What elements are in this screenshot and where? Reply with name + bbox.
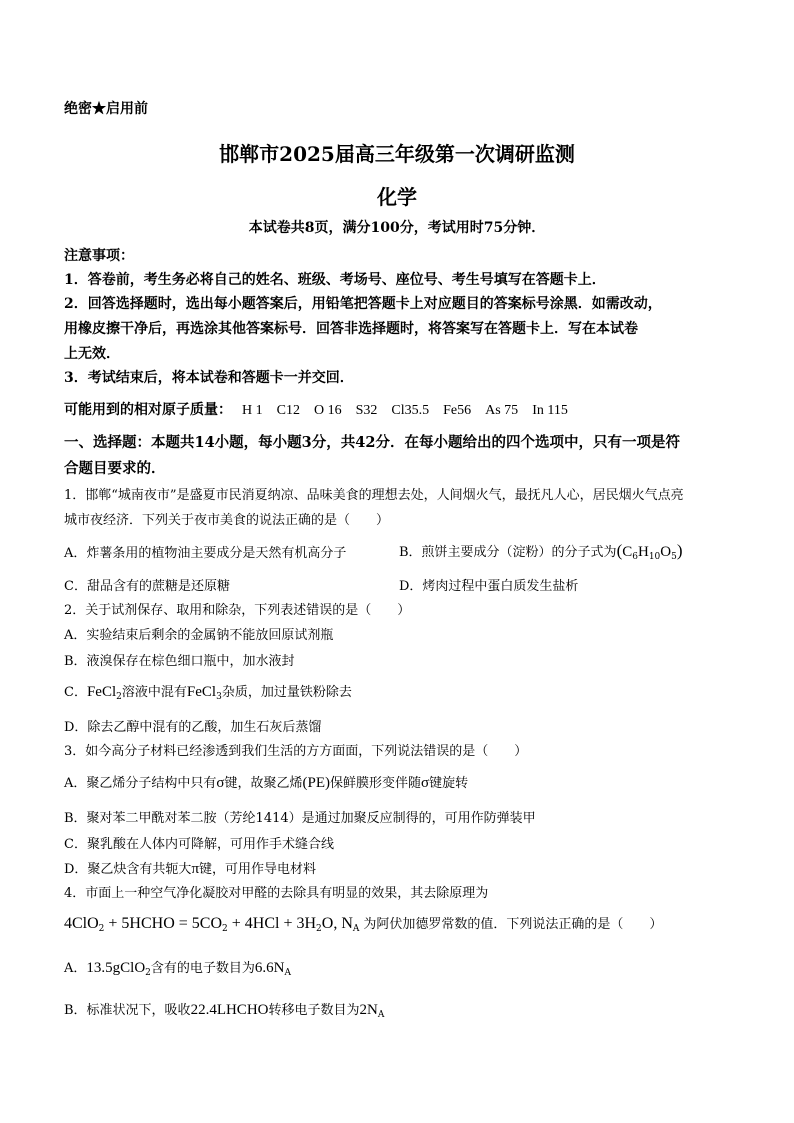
q2-option-c-mid: 溶液中混有 (121, 685, 187, 700)
section-1-heading-line-2: 合题目要求的． (64, 460, 166, 477)
q3-option-c: C．聚乳酸在人体内可降解，可用作手术缝合线 (64, 837, 334, 852)
q4-eq-part-4: O, N (321, 915, 353, 932)
notice-heading: 注意事项： (64, 248, 134, 264)
exam-title: 邯郸市2025届高三年级第一次调研监测 (219, 142, 575, 166)
q1-formula-c-sub: 6 (632, 552, 638, 562)
notice-item-1: 1．答卷前，考生务必将自己的姓名、班级、考场号、座位号、考生号填写在答题卡上． (64, 272, 606, 288)
q4-option-a (64, 957, 291, 977)
notice-item-2-line-1: 2．回答选择题时，选出每小题答案后，用铅笔把答题卡上对应题目的答案标号涂黑．如需改动， (64, 296, 662, 312)
q4-option-a-formula-1-sub: 2 (145, 968, 151, 978)
q4-equation (64, 913, 662, 933)
q2-option-d: D．除去乙醇中混有的乙酸，加生石灰后蒸馏 (64, 720, 322, 735)
q4-option-b-mid: 转移电子数目为 (268, 1003, 360, 1018)
q2-option-a: A．实验结束后剩余的金属钠不能放回原试剂瓶 (64, 628, 334, 643)
q3-option-a-part-1: A．聚乙烯分子结构中只有 (64, 776, 217, 791)
atomic-mass-s: S32 (355, 403, 378, 418)
q1-option-b-text: B．煎饼主要成分（淀粉）的分子式为 (399, 545, 617, 560)
q3-option-b: B．聚对苯二甲酰对苯二胺（芳纶1414）是通过加聚反应制得的，可用作防弹装甲 (64, 811, 536, 826)
notice-item-2-line-2: 用橡皮擦干净后，再选涂其他答案标号．回答非选择题时，将答案写在答题卡上．写在本试卷 (64, 321, 638, 337)
q1-stem-line-1: 1．邯郸“城南夜市”是盛夏市民消夏纳凉、品味美食的理想去处，人间烟火气，最抚凡人心，居民烟火气点亮 (64, 488, 684, 503)
q3-option-d-part-1: D．聚乙炔含有共轭大 (64, 862, 192, 877)
q1-option-c: C．甜品含有的蔗糖是还原糖 (64, 579, 230, 594)
q3-option-d-part-2: 键，可用作导电材料 (199, 862, 317, 877)
q2-stem: 2．关于试剂保存、取用和除杂，下列表述错误的是（ ） (64, 603, 411, 618)
q3-option-a-part-2: 键，故聚乙烯 (224, 776, 303, 791)
q4-option-a-mid: 含有的电子数目为 (150, 961, 255, 976)
q4-eq-part-1: 4ClO (64, 915, 99, 932)
atomic-mass-as: As 75 (485, 403, 519, 418)
q4-option-b-formula-2-sub: A (377, 1010, 385, 1020)
q4-option-a-formula-2-sub: A (284, 968, 291, 978)
q1-formula-h: H (637, 544, 649, 560)
q1-option-b (399, 541, 683, 561)
subject-title: 化学 (377, 185, 417, 209)
q4-eq-part-2: + 5HCHO = 5CO (104, 915, 223, 932)
atomic-masses-label: 可能用到的相对原子质量： (64, 402, 232, 418)
q2-option-c-suffix: 杂质，加过量铁粉除去 (221, 685, 352, 700)
q1-option-a: A．炸薯条用的植物油主要成分是天然有机高分子 (64, 546, 347, 561)
q3-option-a-part-3: 保鲜膜形变伴随 (330, 776, 422, 791)
q1-option-d: D．烤肉过程中蛋白质发生盐析 (399, 579, 579, 594)
confidential-label: 绝密★启用前 (64, 101, 148, 117)
section-1-heading-line-1: 一、选择题：本题共14小题，每小题3分，共42分．在每小题给出的四个选项中，只有一项是符 (64, 434, 680, 451)
pi-symbol: π (191, 861, 200, 877)
q3-pe-label: (PE) (302, 775, 330, 791)
atomic-mass-o: O 16 (313, 403, 342, 418)
q4-eq-sub-3: 2 (316, 924, 322, 934)
atomic-masses (64, 399, 582, 419)
notice-item-2-line-3: 上无效． (64, 346, 120, 362)
exam-info: 本试卷共8页，满分100分，考试用时75分钟． (248, 220, 546, 236)
paren-close: ) (676, 541, 683, 560)
q4-option-a-prefix: A． (64, 961, 87, 976)
atomic-mass-in: In 115 (532, 403, 568, 418)
q4-eq-tail: 为阿伏加德罗常数的值．下列说法正确的是（ ） (363, 917, 663, 932)
q2-formula-fecl2-sub: 2 (116, 692, 122, 702)
q4-eq-sub-2: 2 (222, 924, 228, 934)
q4-option-a-formula-1: 13.5gClO (86, 960, 146, 976)
q1-formula-c: C (622, 544, 633, 560)
paren-open: ( (616, 541, 623, 560)
q2-formula-fecl3-sub: 3 (216, 692, 222, 702)
q2-option-c-prefix: C． (64, 685, 87, 700)
q1-formula-o: O (660, 544, 672, 560)
q4-eq-sub-1: 2 (98, 924, 105, 934)
q2-formula-fecl3: FeCl (186, 684, 217, 700)
atomic-mass-fe: Fe56 (443, 403, 472, 418)
q2-formula-fecl2: FeCl (86, 684, 117, 700)
q2-option-b: B．液溴保存在棕色细口瓶中，加水液封 (64, 654, 295, 669)
q3-option-a-part-4: 键旋转 (429, 776, 469, 791)
sigma-symbol: σ (216, 775, 225, 791)
q4-option-b (64, 999, 384, 1019)
q3-option-d (64, 858, 316, 878)
q4-option-b-formula-2: 2N (359, 1002, 378, 1018)
q4-eq-part-3: + 4HCl + 3H (227, 915, 317, 932)
q4-option-a-formula-2: 6.6N (254, 960, 285, 976)
atomic-mass-c: C12 (276, 403, 300, 418)
notice-item-3: 3．考试结束后，将本试卷和答题卡一并交回． (64, 370, 354, 386)
q4-eq-sub-4: A (352, 924, 360, 934)
q1-formula-h-sub: 10 (648, 552, 661, 562)
q1-stem-line-2: 城市夜经济．下列关于夜市美食的说法正确的是（ ） (64, 513, 390, 528)
q4-option-b-formula-1: 22.4LHCHO (190, 1002, 269, 1018)
q3-option-a (64, 772, 468, 792)
q2-option-c (64, 681, 352, 701)
atomic-mass-h: H 1 (242, 403, 263, 418)
q4-option-b-prefix: B．标准状况下，吸收 (64, 1003, 191, 1018)
q4-stem: 4．市面上一种空气净化凝胶对甲醛的去除具有明显的效果，其去除原理为 (64, 886, 489, 901)
q3-stem: 3．如今高分子材料已经渗透到我们生活的方方面面，下列说法错误的是（ ） (64, 744, 528, 759)
atomic-mass-cl: Cl35.5 (391, 403, 430, 418)
sigma-symbol-2: σ (421, 775, 430, 791)
q1-formula-o-sub: 5 (671, 552, 677, 562)
